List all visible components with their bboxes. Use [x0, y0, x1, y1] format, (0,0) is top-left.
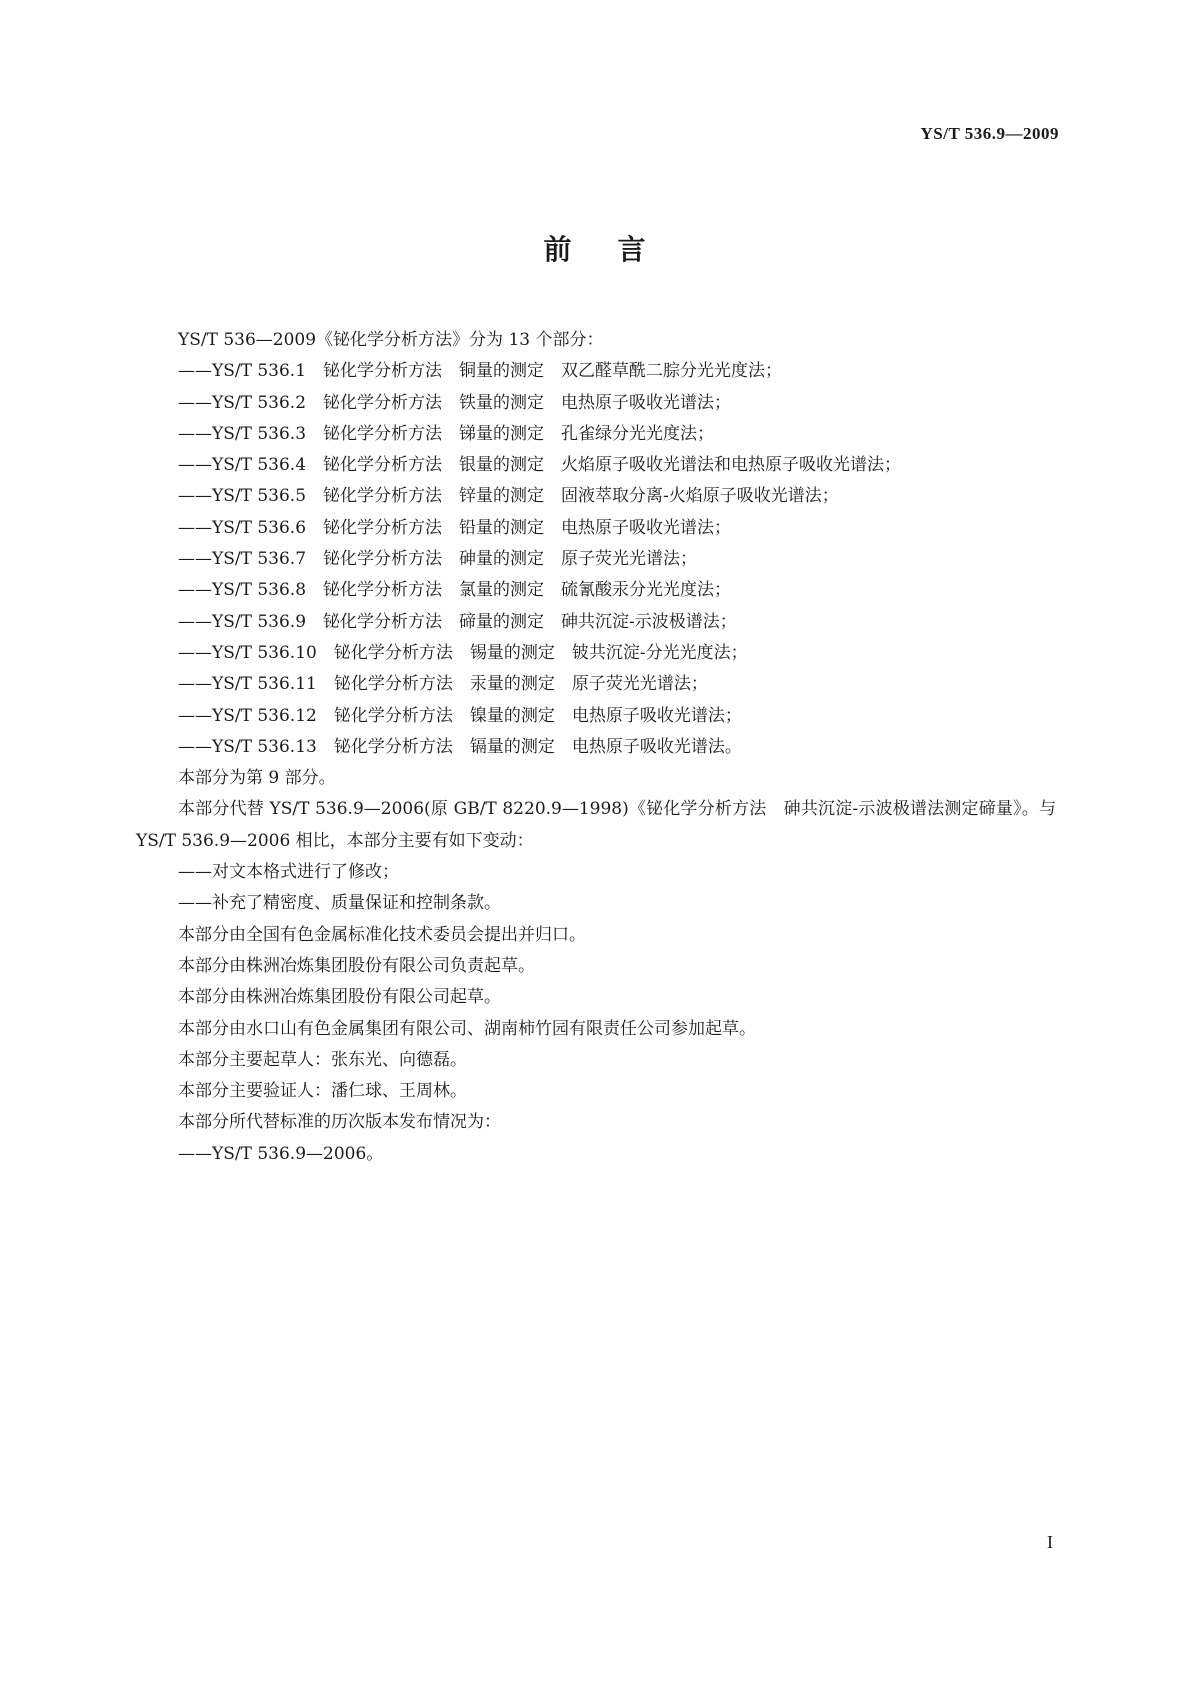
paragraph: YS/T 536—2009《铋化学分析方法》分为 13 个部分：: [178, 330, 604, 350]
title-char-1: 前: [543, 233, 574, 266]
list-item: ——对文本格式进行了修改；: [178, 862, 399, 883]
standard-code: YS/T 536.9—2009: [920, 124, 1059, 143]
list-item: ——YS/T 536.5 铋化学分析方法 锌量的测定 固液萃取分离-火焰原子吸收光谱法；: [178, 486, 839, 507]
paragraph: 本部分所代替标准的历次版本发布情况为：: [178, 1112, 501, 1133]
list-item: ——YS/T 536.13 铋化学分析方法 镉量的测定 电热原子吸收光谱法。: [178, 736, 742, 757]
list-item: ——YS/T 536.6 铋化学分析方法 铅量的测定 电热原子吸收光谱法；: [178, 517, 732, 538]
paragraph: 本部分主要验证人：潘仁球、王周林。: [178, 1081, 467, 1102]
list-item: ——YS/T 536.4 铋化学分析方法 银量的测定 火焰原子吸收光谱法和电热原子吸收光谱法；: [178, 455, 902, 476]
paragraph: 本部分代替 YS/T 536.9—2006(原 GB/T 8220.9—1998)《铋化学分析方法 砷共沉淀-示波极谱法测定碲量》。与 YS/T 536.9—2006 相比，本部分主要有如下变动：: [136, 799, 1056, 851]
list-item: ——YS/T 536.1 铋化学分析方法 铜量的测定 双乙醛草酰二腙分光光度法；: [178, 361, 783, 382]
list-item: ——YS/T 536.7 铋化学分析方法 砷量的测定 原子荧光光谱法；: [178, 549, 698, 570]
list-item: ——YS/T 536.9—2006。: [178, 1143, 384, 1164]
list-item: ——YS/T 536.11 铋化学分析方法 汞量的测定 原子荧光光谱法；: [178, 674, 708, 695]
title-char-2: 言: [617, 233, 648, 266]
list-item: ——补充了精密度、质量保证和控制条款。: [178, 893, 501, 914]
list-item: ——YS/T 536.3 铋化学分析方法 锑量的测定 孔雀绿分光光度法；: [178, 423, 715, 444]
paragraph: 本部分主要起草人：张东光、向德磊。: [178, 1049, 467, 1070]
list-item: ——YS/T 536.9 铋化学分析方法 碲量的测定 砷共沉淀-示波极谱法；: [178, 611, 737, 632]
page-number: I: [1047, 1532, 1053, 1552]
paragraph: 本部分由株洲冶炼集团股份有限公司负责起草。: [178, 955, 535, 976]
list-item: ——YS/T 536.8 铋化学分析方法 氯量的测定 硫氰酸汞分光光度法；: [178, 580, 732, 601]
paragraph: 本部分由水口山有色金属集团有限公司、湖南柿竹园有限责任公司参加起草。: [178, 1018, 756, 1039]
list-item: ——YS/T 536.2 铋化学分析方法 铁量的测定 电热原子吸收光谱法；: [178, 392, 732, 413]
paragraph: 本部分由株洲冶炼集团股份有限公司起草。: [178, 987, 501, 1008]
paragraph: 本部分为第 9 部分。: [178, 768, 336, 789]
page-title: [0, 228, 1191, 268]
paragraph: 本部分由全国有色金属标准化技术委员会提出并归口。: [178, 924, 586, 945]
list-item: ——YS/T 536.12 铋化学分析方法 镍量的测定 电热原子吸收光谱法；: [178, 705, 742, 726]
document-body: [136, 325, 1056, 1170]
list-item: ——YS/T 536.10 铋化学分析方法 锡量的测定 铍共沉淀-分光光度法；: [178, 642, 748, 663]
